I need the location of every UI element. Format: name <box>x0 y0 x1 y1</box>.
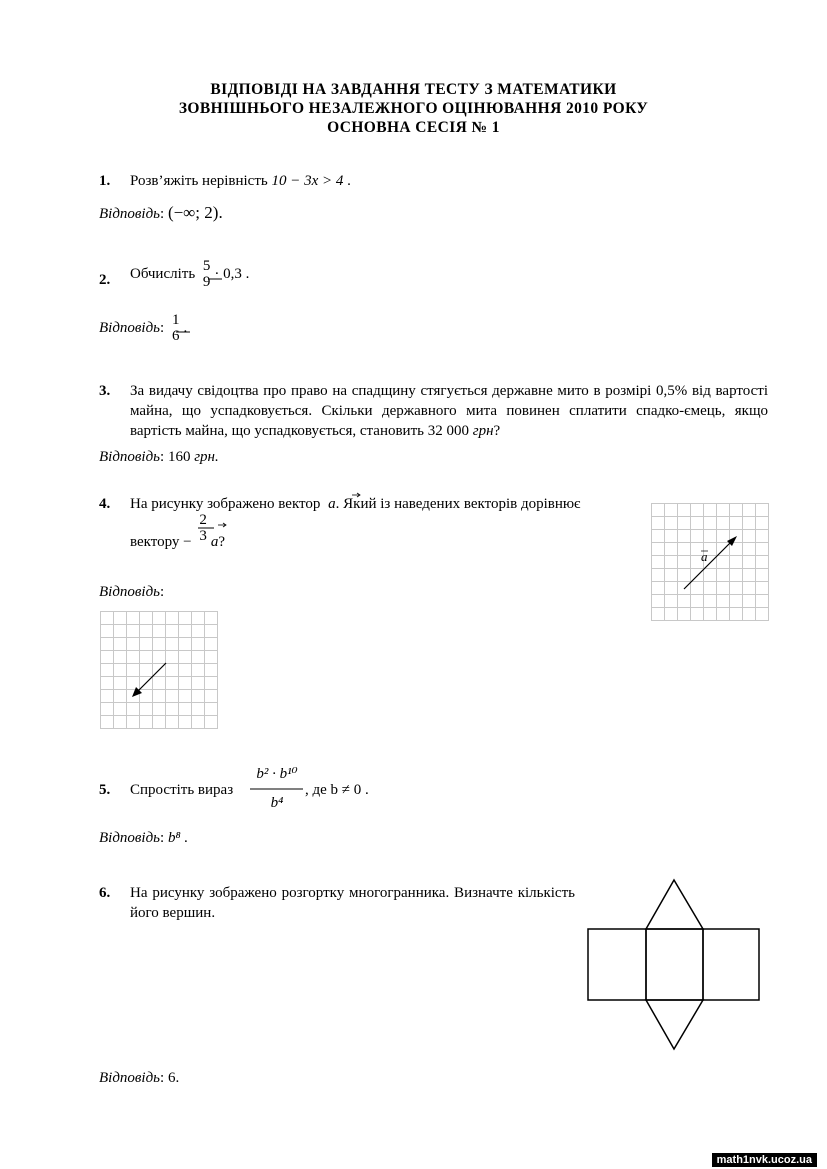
q2-frac-den: 9 <box>202 273 211 290</box>
q5-number: 5. <box>99 782 111 798</box>
q4-vector-a-2: a <box>210 534 219 551</box>
q2-answer: Відповідь: 1 6 . <box>99 312 188 344</box>
q2-answer-label: Відповідь <box>99 320 161 337</box>
q2-number: 2. <box>99 272 111 288</box>
q3-answer: Відповідь: 160 грн. <box>99 449 219 465</box>
q4-tail: ? <box>218 534 226 551</box>
q5-prompt: Спростіть вираз <box>130 782 234 798</box>
q2-answer-num: 1 <box>171 312 180 328</box>
q3-tail: ? <box>493 423 501 439</box>
q5-denominator: b⁴ <box>270 795 284 811</box>
q4-prompt-b: . Який із наведених векторів дорівнює <box>335 496 581 512</box>
q2-frac-num: 5 <box>202 258 211 274</box>
net-square-left <box>588 929 646 1000</box>
q6-answer-value: 6. <box>167 1070 180 1086</box>
q5-condition: , де b ≠ 0 . <box>305 782 369 798</box>
net-triangle-bottom <box>646 1000 703 1049</box>
q4-prompt-a: На рисунку зображено вектор <box>130 496 321 512</box>
q4-answer-figure <box>100 611 220 731</box>
q4-answer: Відповідь: <box>99 584 165 600</box>
q4-vector-figure <box>651 503 771 623</box>
q4-frac-num: 2 <box>199 512 207 528</box>
q5-numerator: b² · b¹⁰ <box>256 766 298 782</box>
q5-answer: Відповідь: b⁸ . <box>99 830 189 846</box>
q5-frac-num <box>250 764 304 783</box>
q4-prompt-c: вектору − <box>130 534 192 551</box>
q5-answer-value: b⁸ . <box>167 830 189 846</box>
q3-prompt: За видачу свідоцтва про право на спадщину стягується державне мито в розмірі 0,5% від вартості майна, що успадковується. Скільки державного мита повинен сплатити спадко-ємець, якщо вартість майна, що успадковується, становить 32 000 <box>130 383 768 439</box>
q1-answer-value: (−∞; 2). <box>167 203 223 222</box>
net-square-middle <box>646 929 703 1000</box>
q1-number: 1. <box>99 173 111 189</box>
q3-number: 3. <box>99 383 111 399</box>
footer-watermark: math1nvk.ucoz.ua <box>712 1153 817 1167</box>
q3-answer-unit: грн. <box>194 449 219 465</box>
q3-answer-value: 160 <box>167 449 191 465</box>
q1-answer-label: Відповідь <box>99 206 161 222</box>
q6-answer: Відповідь: 6. <box>99 1070 180 1086</box>
title-line-3: ОСНОВНА СЕСІЯ № 1 <box>327 119 500 136</box>
q3-answer-label: Відповідь <box>99 449 161 465</box>
q5-frac-den <box>250 795 304 812</box>
vector-a-label: a <box>701 549 708 564</box>
q3-unit: грн <box>472 423 494 439</box>
net-triangle-top <box>646 880 703 929</box>
q4-answer-label: Відповідь <box>99 584 161 600</box>
q2-answer-den: 6 <box>171 327 180 344</box>
title-line-2: ЗОВНІШНЬОГО НЕЗАЛЕЖНОГО ОЦІНЮВАННЯ 2010 РОКУ <box>178 100 649 117</box>
q1-answer: Відповідь: (−∞; 2). <box>99 203 223 222</box>
title-line-1: ВІДПОВІДІ НА ЗАВДАННЯ ТЕСТУ З МАТЕМАТИКИ <box>210 81 617 98</box>
q6-text: На рисунку зображено розгортку многогранника. Визначте кількість його вершин. <box>130 885 575 921</box>
q1-text: Розв’яжіть нерівність 10 − 3x > 4 . <box>130 173 351 189</box>
q4-frac-den: 3 <box>199 527 207 544</box>
q1-expression: 10 − 3x > 4 <box>271 173 344 189</box>
q1-prompt: Розв’яжіть нерівність <box>130 173 268 189</box>
q6-answer-label: Відповідь <box>99 1070 161 1086</box>
q5-answer-label: Відповідь <box>99 830 161 846</box>
net-square-right <box>703 929 759 1000</box>
q2-expr-tail: · 0,3 . <box>214 266 250 283</box>
q6-net-figure <box>586 877 762 1053</box>
q6-number: 6. <box>99 885 111 901</box>
q4-vector-a: a <box>328 496 336 512</box>
q2-prompt: Обчисліть <box>130 266 196 283</box>
q4-number: 4. <box>99 496 111 512</box>
q5-text <box>130 782 233 799</box>
